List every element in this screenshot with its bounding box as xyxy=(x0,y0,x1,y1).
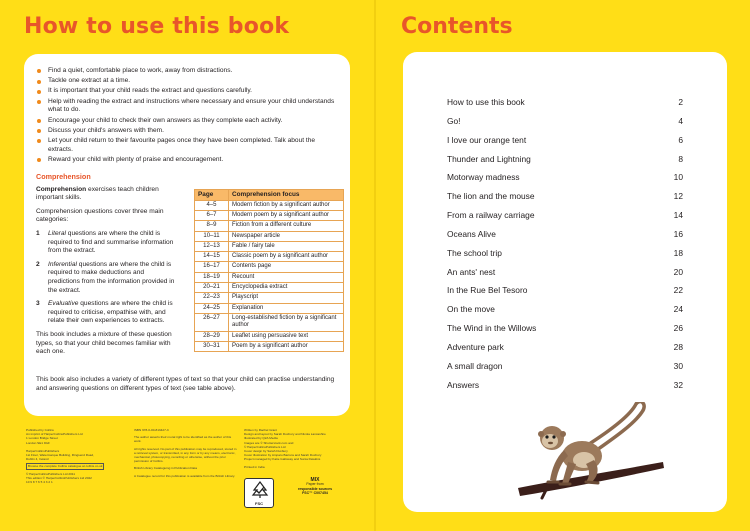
imprint-publisher: Published by Collins An imprint of HarperCollinsPublishers Ltd 1 London Bridge Street London SE1 9GF HarperCollinsPublishers 1st Floor, Watermarque Building, Ringsend Road, Dublin 4, Ireland Browse the complete Collins catalogue at collins.co.uk © HarperCollinsPublishers Ltd 2011 This edition © HarperCollinsPublishers Ltd 2022 10 9 8 7 6 5 4 3 2 1 xyxy=(26,428,103,485)
toc-entry[interactable]: Answers 32 xyxy=(447,379,683,390)
table-row: 18–19 Recount xyxy=(195,272,344,282)
toc-entry[interactable]: In the Rue Bel Tesoro 22 xyxy=(447,285,683,296)
question-type-item: 3 Evaluative questions are where the child is required to criticise, empathise with, and relate their own experiences to extracts. xyxy=(36,300,173,325)
bullet-dot-icon xyxy=(37,100,41,104)
imprint-credits: Written by Rachel Grant Design and layout by Sarah Duxbury and Nicola Lancashire Illustrated by Q2A Media Images are © Shutterstock.com and © HarperCollinsPublishers Ltd Cover design by Sarah Duxbury Cover illustration by Amparo Barrera and Sarah Duxbury Project managed by Katie Galloway and Sonia Dawkins Printed in India xyxy=(244,428,326,469)
tip-item: Find a quiet, comfortable place to work, away from distractions. xyxy=(36,67,338,76)
toc-entry[interactable]: How to use this book 2 xyxy=(447,97,683,107)
bullet-dot-icon xyxy=(37,139,41,143)
toc-entry[interactable]: Adventure park 28 xyxy=(447,341,683,352)
table-header-page: Page xyxy=(195,189,229,200)
toc-entry[interactable]: The Wind in the Willows 26 xyxy=(447,323,683,334)
bullet-dot-icon xyxy=(37,90,41,94)
spread-gutter xyxy=(374,0,376,531)
toc-entry[interactable]: I love our orange tent 6 xyxy=(447,134,683,145)
table-row: 4–5 Modern fiction by a significant author xyxy=(195,200,344,210)
question-types-intro: Comprehension questions cover three main categories: xyxy=(36,207,164,224)
table-row: 26–27 Long-established fiction by a significant author xyxy=(195,313,344,331)
table-row: 20–21 Encyclopedia extract xyxy=(195,283,344,293)
question-type-item: 1 Literal questions are where the child is required to find and summarise information from the extract. xyxy=(36,230,174,255)
table-row: 10–11 Newspaper article xyxy=(195,231,344,241)
comprehension-heading: Comprehension xyxy=(36,171,91,181)
tree-check-icon xyxy=(250,481,270,499)
table-row: 14–15 Classic poem by a significant author xyxy=(195,252,344,262)
toc-entry[interactable]: A small dragon 30 xyxy=(447,360,683,371)
toc-entry[interactable]: An ants' nest 20 xyxy=(447,266,683,277)
table-row: 22–23 Playscript xyxy=(195,293,344,303)
bullet-dot-icon xyxy=(37,119,41,123)
table-row: 16–17 Contents page xyxy=(195,262,344,272)
table-of-contents xyxy=(447,95,683,397)
tip-item: Help with reading the extract and instructions where necessary and ensure your child understands what to do. xyxy=(36,98,338,116)
toc-entry[interactable]: The lion and the mouse 12 xyxy=(447,191,683,202)
fsc-logo: FSC xyxy=(244,478,274,508)
toc-entry[interactable]: From a railway carriage 14 xyxy=(447,210,683,221)
toc-entry[interactable]: Motorway madness 10 xyxy=(447,172,683,183)
imprint-rights: ISBN 978-0-00-813427-3 The author asserts their moral right to be identified as the author of this work. All rights reserved. No part of this publication may be reproduced, stored in a retrieval system, or transmitted, in any form or by any means, electronic, mechanical, photocopying, recording or otherwise, without the prior permission of Collins. British Library Cataloguing in Publication Data A Catalogue record for this publication is available from the British Library. xyxy=(134,428,237,478)
mixture-text: This book includes a mixture of these question types, so that your child becomes familiar with each one. xyxy=(36,331,172,356)
table-header-row xyxy=(195,189,344,200)
contents-panel xyxy=(403,52,727,512)
page-title-how-to-use: How to use this book xyxy=(24,14,290,39)
page-title-contents: Contents xyxy=(401,14,513,39)
fsc-mix-label: MIX Paper from responsible sources FSC™ C007454 xyxy=(297,477,333,496)
comprehension-section xyxy=(36,186,338,386)
toc-entry[interactable]: The school trip 18 xyxy=(447,247,683,258)
comprehension-intro: Comprehension exercises teach children important skills. xyxy=(36,185,159,202)
tip-item: Let your child return to their favourite pages once they have been completed. Talk about the extracts. xyxy=(36,137,338,155)
comprehension-text xyxy=(36,186,176,362)
question-types-list xyxy=(36,230,176,326)
bullet-dot-icon xyxy=(37,80,41,84)
bullet-dot-icon xyxy=(37,69,41,73)
catalogue-box: Browse the complete Collins catalogue at collins.co.uk xyxy=(28,464,103,469)
toc-entry[interactable]: Go! 4 xyxy=(447,115,683,126)
text-variety-note: This book also includes a variety of different types of text so that your child can practise understanding and answering questions on different types of text (see table above). xyxy=(36,376,335,392)
comprehension-focus-table xyxy=(194,189,344,352)
monkey-illustration xyxy=(508,402,668,502)
tip-item: Tackle one extract at a time. xyxy=(36,77,338,86)
question-type-item: 2 Inferential questions are where the child is required to make deductions and predictions from the information provided in the extract. xyxy=(36,260,175,294)
table-row: 28–29 Leaflet using persuasive text xyxy=(195,331,344,341)
tip-item: Discuss your child's answers with them. xyxy=(36,127,338,136)
toc-entry[interactable]: On the move 24 xyxy=(447,304,683,315)
table-row: 12–13 Fable / fairy tale xyxy=(195,241,344,251)
how-to-use-panel xyxy=(24,54,350,416)
table-row: 24–25 Explanation xyxy=(195,303,344,313)
bullet-dot-icon xyxy=(37,129,41,133)
tip-item: Encourage your child to check their own answers as they complete each activity. xyxy=(36,117,338,126)
tips-list xyxy=(36,67,338,165)
table-header-focus: Comprehension focus xyxy=(229,189,344,200)
tip-item: It is important that your child reads the extract and questions carefully. xyxy=(36,87,338,96)
toc-entry[interactable]: Oceans Alive 16 xyxy=(447,228,683,239)
tip-item: Reward your child with plenty of praise and encouragement. xyxy=(36,156,338,165)
bullet-dot-icon xyxy=(37,158,41,162)
table-row: 8–9 Fiction from a different culture xyxy=(195,221,344,231)
toc-entry[interactable]: Thunder and Lightning 8 xyxy=(447,153,683,164)
table-row: 30–31 Poem by a significant author xyxy=(195,341,344,351)
table-row: 6–7 Modern poem by a significant author xyxy=(195,211,344,221)
